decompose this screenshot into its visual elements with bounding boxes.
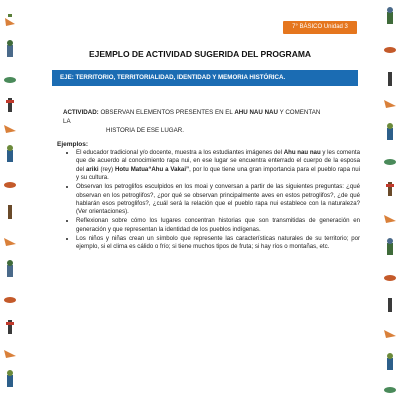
list-item: • Reflexionan sobre cómo los lugares concentran historias que son transmitidas de generación en generación y que representan la identidad de los pueblos indígenas.	[76, 217, 360, 234]
totem-icon	[388, 72, 392, 86]
bird-icon	[4, 238, 16, 246]
fish-icon	[4, 297, 16, 303]
bird-icon	[4, 125, 16, 133]
activity-statement	[63, 108, 323, 135]
fish-icon	[4, 182, 16, 188]
moai-figure-icon	[7, 370, 13, 387]
item1-bold-ariki: ariki	[86, 165, 99, 173]
moai-figure-icon	[387, 238, 393, 255]
eje-banner: EJE: TERRITORIO, TERRITORIALIDAD, IDENTIDAD Y MEMORIA HISTÓRICA.	[52, 70, 358, 86]
item1-text-g: , por lo que tiene una gran importancia para el pueblo rapa nui y su cultura.	[76, 165, 360, 182]
grade-unit-badge: 7° BÁSICO Unidad 3	[283, 21, 357, 34]
item1-text-e: (rey)	[98, 165, 115, 173]
fish-icon	[4, 77, 16, 83]
moai-figure-icon	[7, 145, 13, 162]
totem-icon	[6, 98, 14, 112]
item1-text-a: El educador tradicional y/o docente, muestra a los estudiantes imágenes del	[76, 149, 284, 156]
examples-heading: Ejemplos:	[57, 141, 89, 148]
decorative-border-left	[0, 0, 20, 400]
fish-icon	[384, 159, 396, 165]
totem-icon	[8, 205, 12, 219]
bird-icon	[4, 350, 16, 358]
bird-icon	[384, 330, 396, 338]
totem-icon	[6, 320, 14, 334]
activity-label: ACTIVIDAD:	[63, 109, 99, 116]
bird-icon	[5, 14, 15, 26]
list-item: • Observan los petroglifos esculpidos en los moai y conversan a partir de las siguientes preguntas: ¿qué observan en los petroglifos?, ¿por qué se observan principalmente aves en estos petroglifos?, ¿de qué hablarán esos petroglifos?, ¿cuál será la relación que el pueblo rapa nui establece con la naturaleza? (Ver orientaciones).	[76, 183, 360, 217]
activity-place-name: AHU NAU NAU	[234, 109, 278, 116]
fish-icon	[384, 275, 396, 281]
decorative-icons-left	[0, 0, 20, 400]
list-item: • Los niños y niñas crean un símbolo que represente las características naturales de su territorio; por ejemplo, si el clima es cálido o frío; si tiene muchos tipos de fruta; si hay ríos o montañas, etc.	[76, 235, 360, 252]
bird-icon	[384, 100, 396, 108]
fish-icon	[384, 47, 396, 53]
moai-figure-icon	[387, 353, 393, 370]
activity-text-after: Y COMENTAN LA	[63, 109, 321, 125]
totem-icon	[388, 298, 392, 312]
fish-icon	[384, 387, 396, 393]
totem-icon	[386, 182, 394, 196]
activity-line-1	[63, 108, 323, 126]
moai-figure-icon	[387, 7, 393, 24]
moai-figure-icon	[7, 260, 13, 277]
page-title: EJEMPLO DE ACTIVIDAD SUGERIDA DEL PROGRAMA	[88, 49, 312, 59]
moai-figure-icon	[7, 40, 13, 57]
activity-line-2: HISTORIA DE ESE LUGAR.	[106, 127, 184, 134]
item1-text-c: y les comenta que de acuerdo al conocimiento rapa nui, en ese lugar se encuentra enterrado el cuerpo de la esposa del	[76, 149, 360, 173]
examples-list	[62, 149, 360, 252]
item1-bold-ahu: Ahu nau nau	[283, 149, 321, 156]
moai-figure-icon	[387, 123, 393, 140]
item1-bold-hotu-matua: Hotu Matua“Ahu a Vakai”	[114, 165, 190, 173]
decorative-border-right	[380, 0, 400, 400]
decorative-icons-right	[380, 0, 400, 400]
list-item	[76, 149, 360, 183]
bird-icon	[384, 215, 396, 223]
activity-text-before: OBSERVAN ELEMENTOS PRESENTES EN EL	[98, 109, 235, 116]
